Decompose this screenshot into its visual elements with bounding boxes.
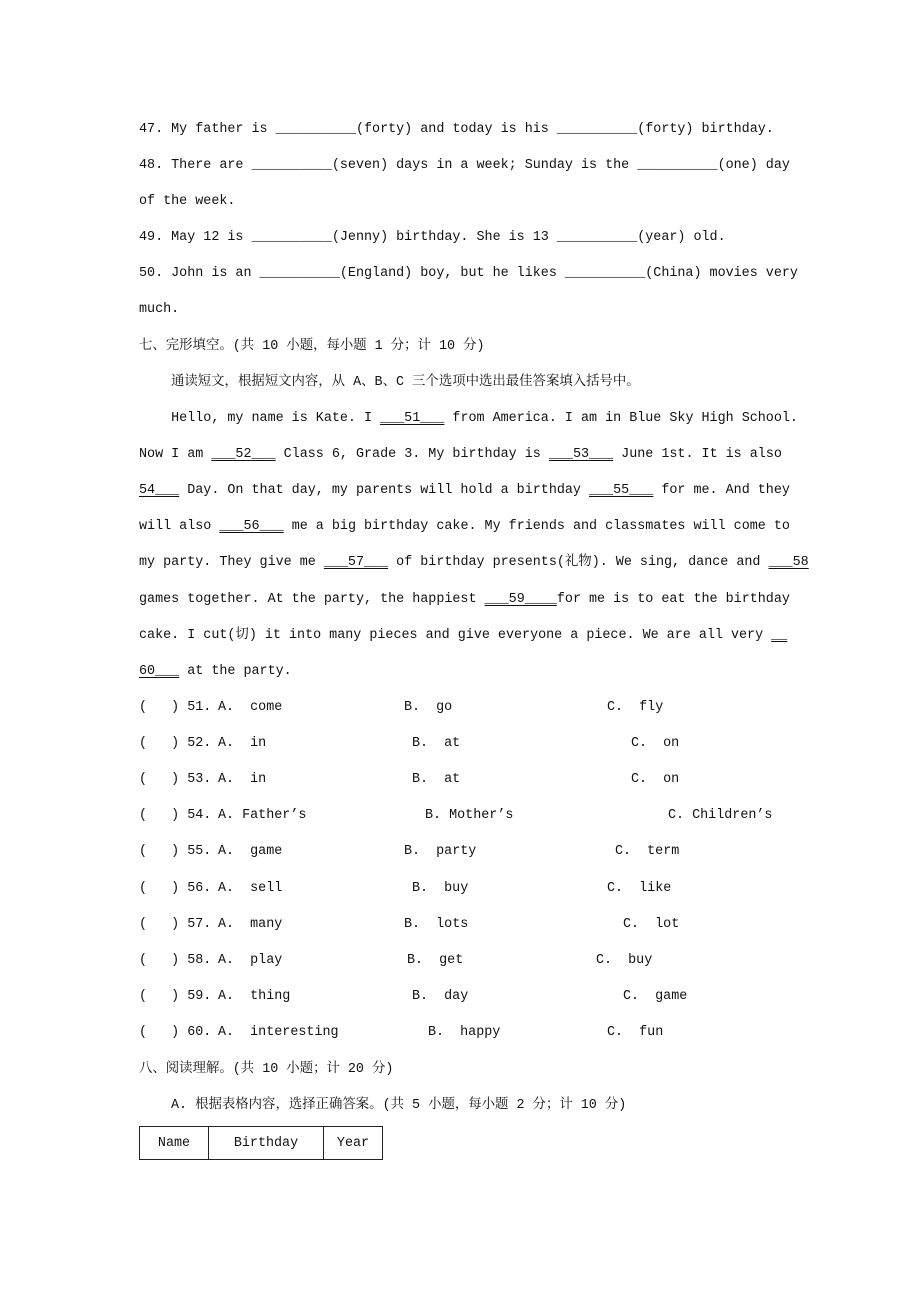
- passage-text: cake. I cut(切) it into many pieces and give everyone a piece. We are all very: [139, 627, 772, 643]
- question-49: 49. May 12 is __________(Jenny) birthday. She is 13 __________(year) old.: [139, 230, 726, 245]
- option-a: A. in: [218, 736, 267, 752]
- passage-text: Day. On that day, my parents will hold a birthday: [179, 483, 590, 499]
- passage-text: for me is to eat the birthday: [556, 591, 790, 607]
- answer-blank: ___51___: [380, 411, 445, 426]
- question-number: ( ) 51.: [139, 700, 212, 715]
- question-number: ( ) 57.: [139, 916, 212, 932]
- passage-text: at the party.: [179, 663, 292, 679]
- option-c: C. Children’s: [668, 808, 773, 824]
- option-b: B. go: [404, 700, 453, 715]
- passage-line: [139, 627, 787, 645]
- passage-line: [139, 554, 809, 572]
- option-a: A. play: [218, 952, 283, 968]
- passage-text: my party. They give me: [139, 555, 324, 571]
- passage-text: June 1st. It is also: [613, 447, 782, 463]
- answer-blank: ___52___: [211, 447, 276, 463]
- answer-blank: ___59____: [484, 591, 557, 607]
- option-a: A. Father’s: [218, 808, 307, 824]
- answer-blank: ___58: [768, 555, 809, 571]
- option-a: A. many: [218, 916, 283, 932]
- option-b: B. day: [412, 988, 469, 1004]
- question-number: ( ) 59.: [139, 988, 212, 1004]
- answer-blank: ___53___: [548, 447, 614, 463]
- option-c: C. fly: [607, 700, 664, 715]
- passage-text: Hello, my name is Kate. I: [139, 411, 381, 426]
- option-a: A. thing: [218, 988, 291, 1004]
- question-47: 47. My father is __________(forty) and today is his __________(forty) birthday.: [139, 122, 774, 137]
- passage-text: Class 6, Grade 3. My birthday is: [275, 447, 549, 463]
- passage-text: games together. At the party, the happiest: [139, 591, 485, 607]
- passage-line: [139, 446, 782, 464]
- option-c: C. on: [631, 772, 680, 788]
- passage-line: [139, 663, 292, 681]
- option-b: B. lots: [404, 916, 469, 932]
- option-a: A. in: [218, 772, 267, 788]
- option-c: C. like: [607, 880, 672, 896]
- table-header-name: Name: [139, 1126, 209, 1160]
- question-50: 50. John is an __________(England) boy, but he likes __________(China) movies very: [139, 266, 798, 281]
- answer-blank: ___57___: [323, 555, 389, 571]
- option-c: C. lot: [623, 916, 680, 932]
- table-header-year: Year: [323, 1126, 383, 1160]
- option-b: B. party: [404, 844, 477, 860]
- section-7-heading: 七、完形填空。(共 10 小题，每小题 1 分；计 10 分): [139, 339, 485, 354]
- passage-text: will also: [139, 519, 220, 535]
- option-b: B. happy: [428, 1024, 501, 1040]
- answer-blank: __: [771, 627, 788, 643]
- option-c: C. term: [615, 844, 680, 860]
- option-c: C. buy: [596, 952, 653, 968]
- option-a: A. interesting: [218, 1024, 339, 1040]
- option-b: B. buy: [412, 880, 469, 896]
- question-48: 48. There are __________(seven) days in a week; Sunday is the __________(one) day: [139, 158, 790, 173]
- option-a: A. come: [218, 700, 283, 715]
- passage-text: Now I am: [139, 447, 212, 463]
- question-number: ( ) 54.: [139, 808, 212, 824]
- section-8-heading: 八、阅读理解。(共 10 小题；计 20 分): [139, 1062, 394, 1077]
- question-number: ( ) 52.: [139, 736, 212, 752]
- table-header-birthday: Birthday: [208, 1126, 324, 1160]
- option-b: B. at: [412, 736, 461, 752]
- option-b: B. Mother’s: [425, 808, 514, 824]
- option-c: C. fun: [607, 1024, 664, 1040]
- passage-text: me a big birthday cake. My friends and classmates will come to: [283, 519, 790, 535]
- question-number: ( ) 58.: [139, 952, 212, 968]
- question-48-cont: of the week.: [139, 194, 236, 209]
- section-7-instruction: 通读短文，根据短文内容，从 A、B、C 三个选项中选出最佳答案填入括号中。: [171, 375, 640, 390]
- question-number: ( ) 60.: [139, 1024, 212, 1040]
- passage-line: [139, 518, 790, 536]
- answer-blank: 54___: [139, 483, 180, 499]
- section-8-part-a: A. 根据表格内容，选择正确答案。(共 5 小题，每小题 2 分；计 10 分): [171, 1098, 627, 1113]
- passage-line: [139, 482, 790, 500]
- passage-text: of birthday presents(礼物). We sing, dance and: [388, 555, 769, 571]
- passage-line: [139, 410, 798, 428]
- answer-blank: ___56___: [219, 519, 284, 535]
- question-number: ( ) 55.: [139, 844, 212, 860]
- passage-line: [139, 591, 790, 609]
- option-a: A. sell: [218, 880, 283, 896]
- option-c: C. on: [631, 736, 680, 752]
- option-b: B. at: [412, 772, 461, 788]
- answer-blank: 60___: [139, 663, 180, 679]
- question-50-cont: much.: [139, 302, 180, 317]
- option-b: B. get: [407, 952, 464, 968]
- option-c: C. game: [623, 988, 688, 1004]
- question-number: ( ) 56.: [139, 880, 212, 896]
- passage-text: from America. I am in Blue Sky High School.: [444, 411, 798, 426]
- option-a: A. game: [218, 844, 283, 860]
- question-number: ( ) 53.: [139, 772, 212, 788]
- passage-text: for me. And they: [653, 483, 790, 499]
- answer-blank: ___55___: [589, 483, 654, 499]
